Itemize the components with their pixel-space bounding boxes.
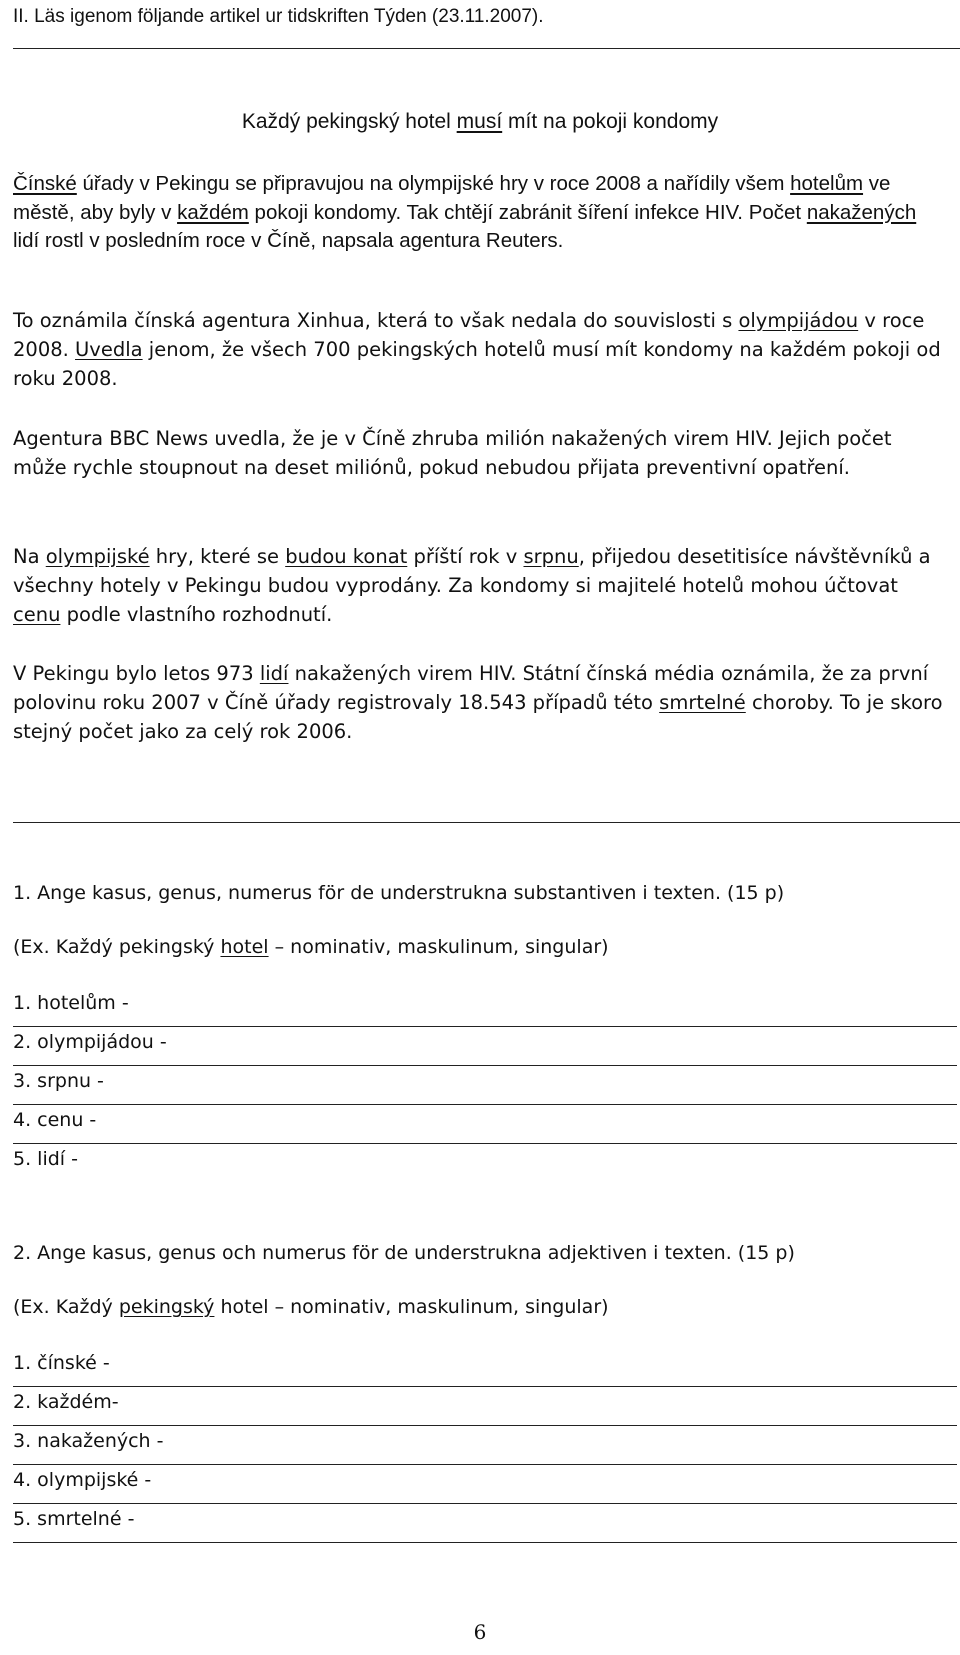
p5-text-1: V Pekingu bylo letos 973 [13,662,260,685]
underlined-word-nakazenych: nakažených [806,200,917,224]
underlined-word-kazdem: každém [177,200,249,224]
answer-label: 1. čínské - [13,1352,110,1374]
question-2-example [13,1296,609,1318]
top-divider [13,48,960,49]
q1-example-text-a: (Ex. Každý pekingský [13,936,221,958]
p1-text-1: úřady v Pekingu se připravujou na olympijské hry v roce 2008 a nařídily všem [76,172,791,195]
article-title [0,110,960,134]
answer-label: 2. každém- [13,1391,119,1413]
p2-text-1: To oznámila čínská agentura Xinhua, která to však nedala do souvislosti s [13,309,739,332]
p4-text-3: příští rok v [407,545,524,568]
article-paragraph-4 [13,542,948,629]
underlined-word-olympijadou: olympijádou [738,309,859,332]
question-2-answer-line-3[interactable] [13,1426,957,1465]
q2-example-text-b: hotel – nominativ, maskulinum, singular) [214,1296,609,1318]
underlined-word-uvedla: Uvedla [75,338,143,361]
instruction-header: II. Läs igenom följande artikel ur tidskriften Týden (23.11.2007). [13,6,544,27]
underlined-word-cenu: cenu [13,603,61,626]
p2-text-2: v roce 2008. [13,309,925,361]
underlined-word-cinske: Čínské [13,172,77,195]
underlined-word-srpnu: srpnu [523,545,579,568]
title-text-b: mít na pokoji kondomy [502,110,719,133]
answer-label: 3. srpnu - [13,1070,104,1092]
question-1-answer-line-4[interactable] [13,1105,957,1144]
p2-text-3: jenom, že všech 700 pekingských hotelů musí mít kondomy na každém pokoji od roku 2008. [13,338,941,390]
p4-text-4: , přijedou desetitisíce návštěvníků a všechny hotely v Pekingu budou vyprodány. Za kondomy si majitelé hotelů mohou účtovat [13,545,931,597]
underlined-word-lidi: lidí [259,662,289,685]
underlined-word-olympijske: olympijské [45,545,150,568]
page-number: 6 [473,1620,487,1644]
q2-example-text-a: (Ex. Každý [13,1296,119,1318]
question-1-heading: 1. Ange kasus, genus, numerus för de understrukna substantiven i texten. (15 p) [13,882,785,904]
question-1-answer-line-3[interactable] [13,1066,957,1105]
p1-text-2: ve městě, aby byly v [13,172,891,224]
q1-example-underlined: hotel [220,936,269,958]
article-paragraph-5 [13,659,948,746]
q1-example-text-b: – nominativ, maskulinum, singular) [268,936,609,958]
answer-label: 3. nakažených - [13,1430,164,1452]
answer-label: 4. cenu - [13,1109,97,1131]
answer-label: 1. hotelům - [13,992,129,1014]
answer-label: 5. smrtelné - [13,1508,135,1530]
title-text-a: Každý pekingský hotel [241,110,457,133]
answer-label: 5. lidí - [13,1148,78,1170]
p1-text-4: lidí rostl v posledním roce v Číně, napsala agentura Reuters. [13,229,564,252]
question-2-heading: 2. Ange kasus, genus och numerus för de understrukna adjektiven i texten. (15 p) [13,1242,795,1264]
underlined-word-budou-konat: budou konat [285,545,408,568]
question-1-answer-line-5[interactable] [13,1144,957,1182]
p1-text-3: pokoji kondomy. Tak chtějí zabránit šíření infekce HIV. Počet [248,200,807,224]
question-1-example [13,936,609,958]
question-1-answer-line-1[interactable] [13,988,957,1027]
answer-label: 4. olympijské - [13,1469,152,1491]
article-paragraph-2 [13,306,948,393]
title-underlined-musi: musí [456,110,503,133]
p5-text-2: nakažených virem HIV. Státní čínská média oznámila, že za první polovinu roku 2007 v Číně úřady registrovaly 18.543 případů této [13,662,929,714]
question-2-answer-line-2[interactable] [13,1387,957,1426]
question-2-answer-line-4[interactable] [13,1465,957,1504]
article-end-divider [13,822,960,823]
q2-example-underlined: pekingský [118,1296,215,1318]
underlined-word-hotelum: hotelům [790,172,864,195]
underlined-word-smrtelne: smrtelné [659,691,746,714]
p4-text-1: Na [13,545,46,568]
p4-text-2: hry, které se [149,545,286,568]
article-paragraph-1 [13,170,948,256]
p5-text-3: choroby. To je skoro stejný počet jako za celý rok 2006. [13,691,943,743]
question-1-answer-line-2[interactable] [13,1027,957,1066]
p4-text-5: podle vlastního rozhodnutí. [60,603,333,626]
question-2-answer-line-5[interactable] [13,1504,957,1543]
question-2-answer-line-1[interactable] [13,1348,957,1387]
answer-label: 2. olympijádou - [13,1031,167,1053]
article-paragraph-3: Agentura BBC News uvedla, že je v Číně zhruba milión nakažených virem HIV. Jejich počet může rychle stoupnout na deset miliónů, pokud nebudou přijata preventivní opatření. [13,427,892,479]
